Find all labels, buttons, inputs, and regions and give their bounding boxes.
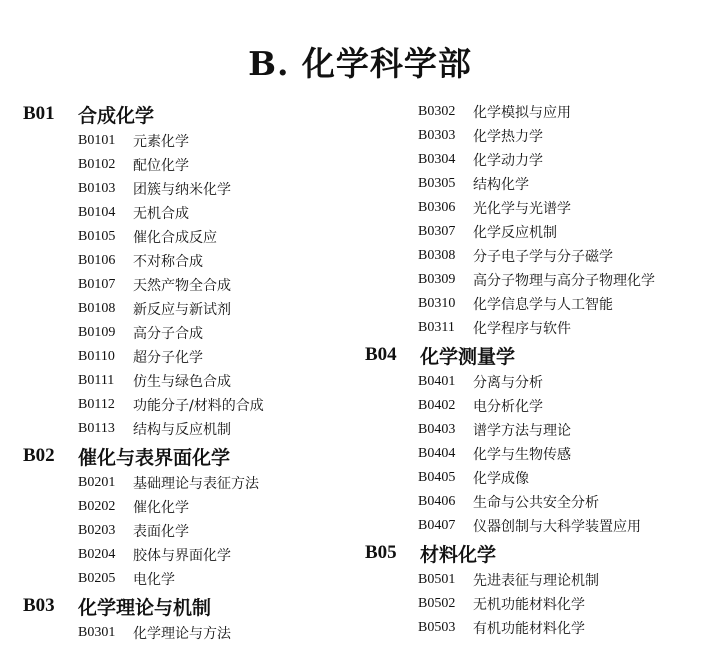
item-code: B0202 <box>78 499 116 514</box>
list-item <box>23 369 363 393</box>
list-item <box>23 417 363 441</box>
list-item <box>23 273 363 297</box>
item-name: 胶体与界面化学 <box>133 548 231 564</box>
list-item <box>365 568 715 592</box>
left-column <box>23 99 363 645</box>
item-name: 电分析化学 <box>473 399 543 415</box>
item-code: B0301 <box>78 625 116 640</box>
item-code: B0106 <box>78 253 116 268</box>
item-code: B0308 <box>418 248 456 263</box>
item-name: 分子电子学与分子磁学 <box>473 249 613 265</box>
list-item <box>23 543 363 567</box>
item-code: B0407 <box>418 518 456 533</box>
list-item <box>365 616 715 640</box>
list-item <box>365 592 715 616</box>
item-name: 仪器创制与大科学装置应用 <box>473 519 641 535</box>
list-item <box>23 153 363 177</box>
item-name: 化学理论与方法 <box>133 626 231 642</box>
item-name: 有机功能材料化学 <box>473 621 585 637</box>
item-name: 结构与反应机制 <box>133 422 231 438</box>
list-item <box>23 519 363 543</box>
right-column <box>365 100 715 640</box>
list-item <box>365 244 715 268</box>
item-name: 无机功能材料化学 <box>473 597 585 613</box>
list-item <box>23 495 363 519</box>
item-name: 生命与公共安全分析 <box>473 495 599 511</box>
list-item <box>365 148 715 172</box>
item-code: B0105 <box>78 229 116 244</box>
item-code: B0503 <box>418 620 456 635</box>
list-item <box>365 268 715 292</box>
item-code: B0104 <box>78 205 116 220</box>
item-code: B0103 <box>78 181 116 196</box>
item-name: 团簇与纳米化学 <box>133 182 231 198</box>
item-name: 化学热力学 <box>473 129 543 145</box>
item-name: 化学程序与软件 <box>473 321 571 337</box>
item-code: B0102 <box>78 157 116 172</box>
item-code: B0304 <box>418 152 456 167</box>
item-name: 催化化学 <box>133 500 189 516</box>
item-name: 不对称合成 <box>133 254 203 270</box>
section-heading <box>23 591 363 621</box>
item-name: 表面化学 <box>133 524 189 540</box>
section-heading <box>365 340 715 370</box>
section-name: 化学测量学 <box>420 345 516 368</box>
item-name: 化学信息学与人工智能 <box>473 297 613 313</box>
item-name: 结构化学 <box>473 177 529 193</box>
item-name: 配位化学 <box>133 158 189 174</box>
item-name: 新反应与新试剂 <box>133 302 231 318</box>
list-item <box>23 225 363 249</box>
item-name: 基础理论与表征方法 <box>133 476 259 492</box>
section-name: 化学理论与机制 <box>78 596 212 619</box>
section-name: 材料化学 <box>420 543 497 566</box>
list-item <box>365 172 715 196</box>
section-code: B01 <box>23 103 55 124</box>
list-item <box>365 418 715 442</box>
list-item <box>23 177 363 201</box>
item-name: 分离与分析 <box>473 375 543 391</box>
list-item <box>23 567 363 591</box>
section-name: 合成化学 <box>78 104 155 127</box>
list-item <box>365 220 715 244</box>
section-heading <box>23 99 363 129</box>
page-title: B. 化学科学部 <box>248 44 472 83</box>
item-code: B0108 <box>78 301 116 316</box>
item-code: B0502 <box>418 596 456 611</box>
section-code: B02 <box>23 445 55 466</box>
item-name: 谱学方法与理论 <box>473 423 571 439</box>
item-code: B0101 <box>78 133 116 148</box>
item-code: B0305 <box>418 176 456 191</box>
section-code: B04 <box>365 344 397 365</box>
list-item <box>23 471 363 495</box>
item-code: B0107 <box>78 277 116 292</box>
item-name: 化学动力学 <box>473 153 543 169</box>
list-item <box>23 129 363 153</box>
list-item <box>365 292 715 316</box>
list-item <box>23 297 363 321</box>
item-code: B0113 <box>78 421 115 436</box>
item-code: B0306 <box>418 200 456 215</box>
list-item <box>365 490 715 514</box>
item-name: 化学成像 <box>473 471 529 487</box>
item-code: B0309 <box>418 272 456 287</box>
list-item <box>365 466 715 490</box>
list-item <box>365 196 715 220</box>
list-item <box>23 201 363 225</box>
item-code: B0111 <box>78 373 115 388</box>
item-name: 先进表征与理论机制 <box>473 573 599 589</box>
item-name: 功能分子/材料的合成 <box>133 398 264 414</box>
list-item <box>23 321 363 345</box>
item-name: 超分子化学 <box>133 350 203 366</box>
item-code: B0307 <box>418 224 456 239</box>
item-code: B0110 <box>78 349 115 364</box>
item-code: B0403 <box>418 422 456 437</box>
section-code: B05 <box>365 542 397 563</box>
list-item <box>23 345 363 369</box>
item-code: B0109 <box>78 325 116 340</box>
list-item <box>23 621 363 645</box>
item-code: B0204 <box>78 547 116 562</box>
item-name: 仿生与绿色合成 <box>133 374 231 390</box>
item-name: 催化合成反应 <box>133 230 217 246</box>
section-heading <box>365 538 715 568</box>
item-name: 电化学 <box>133 572 175 588</box>
item-name: 化学反应机制 <box>473 225 557 241</box>
item-code: B0401 <box>418 374 456 389</box>
item-code: B0402 <box>418 398 456 413</box>
list-item <box>365 100 715 124</box>
item-code: B0302 <box>418 104 456 119</box>
item-name: 无机合成 <box>133 206 189 222</box>
item-name: 元素化学 <box>133 134 189 150</box>
item-code: B0311 <box>418 320 455 335</box>
item-code: B0112 <box>78 397 115 412</box>
section-code: B03 <box>23 595 55 616</box>
item-code: B0406 <box>418 494 456 509</box>
section-name: 催化与表界面化学 <box>78 446 231 469</box>
list-item <box>23 393 363 417</box>
item-code: B0501 <box>418 572 456 587</box>
item-name: 高分子物理与高分子物理化学 <box>473 273 655 289</box>
item-code: B0205 <box>78 571 116 586</box>
item-name: 化学模拟与应用 <box>473 105 571 121</box>
list-item <box>365 124 715 148</box>
list-item <box>365 442 715 466</box>
item-name: 光化学与光谱学 <box>473 201 571 217</box>
item-code: B0404 <box>418 446 456 461</box>
list-item <box>23 249 363 273</box>
list-item <box>365 394 715 418</box>
item-code: B0201 <box>78 475 116 490</box>
item-name: 天然产物全合成 <box>133 278 231 294</box>
item-code: B0303 <box>418 128 456 143</box>
list-item <box>365 514 715 538</box>
item-code: B0405 <box>418 470 456 485</box>
item-name: 高分子合成 <box>133 326 203 342</box>
item-name: 化学与生物传感 <box>473 447 571 463</box>
item-code: B0310 <box>418 296 456 311</box>
item-code: B0203 <box>78 523 116 538</box>
section-heading <box>23 441 363 471</box>
list-item <box>365 316 715 340</box>
list-item <box>365 370 715 394</box>
